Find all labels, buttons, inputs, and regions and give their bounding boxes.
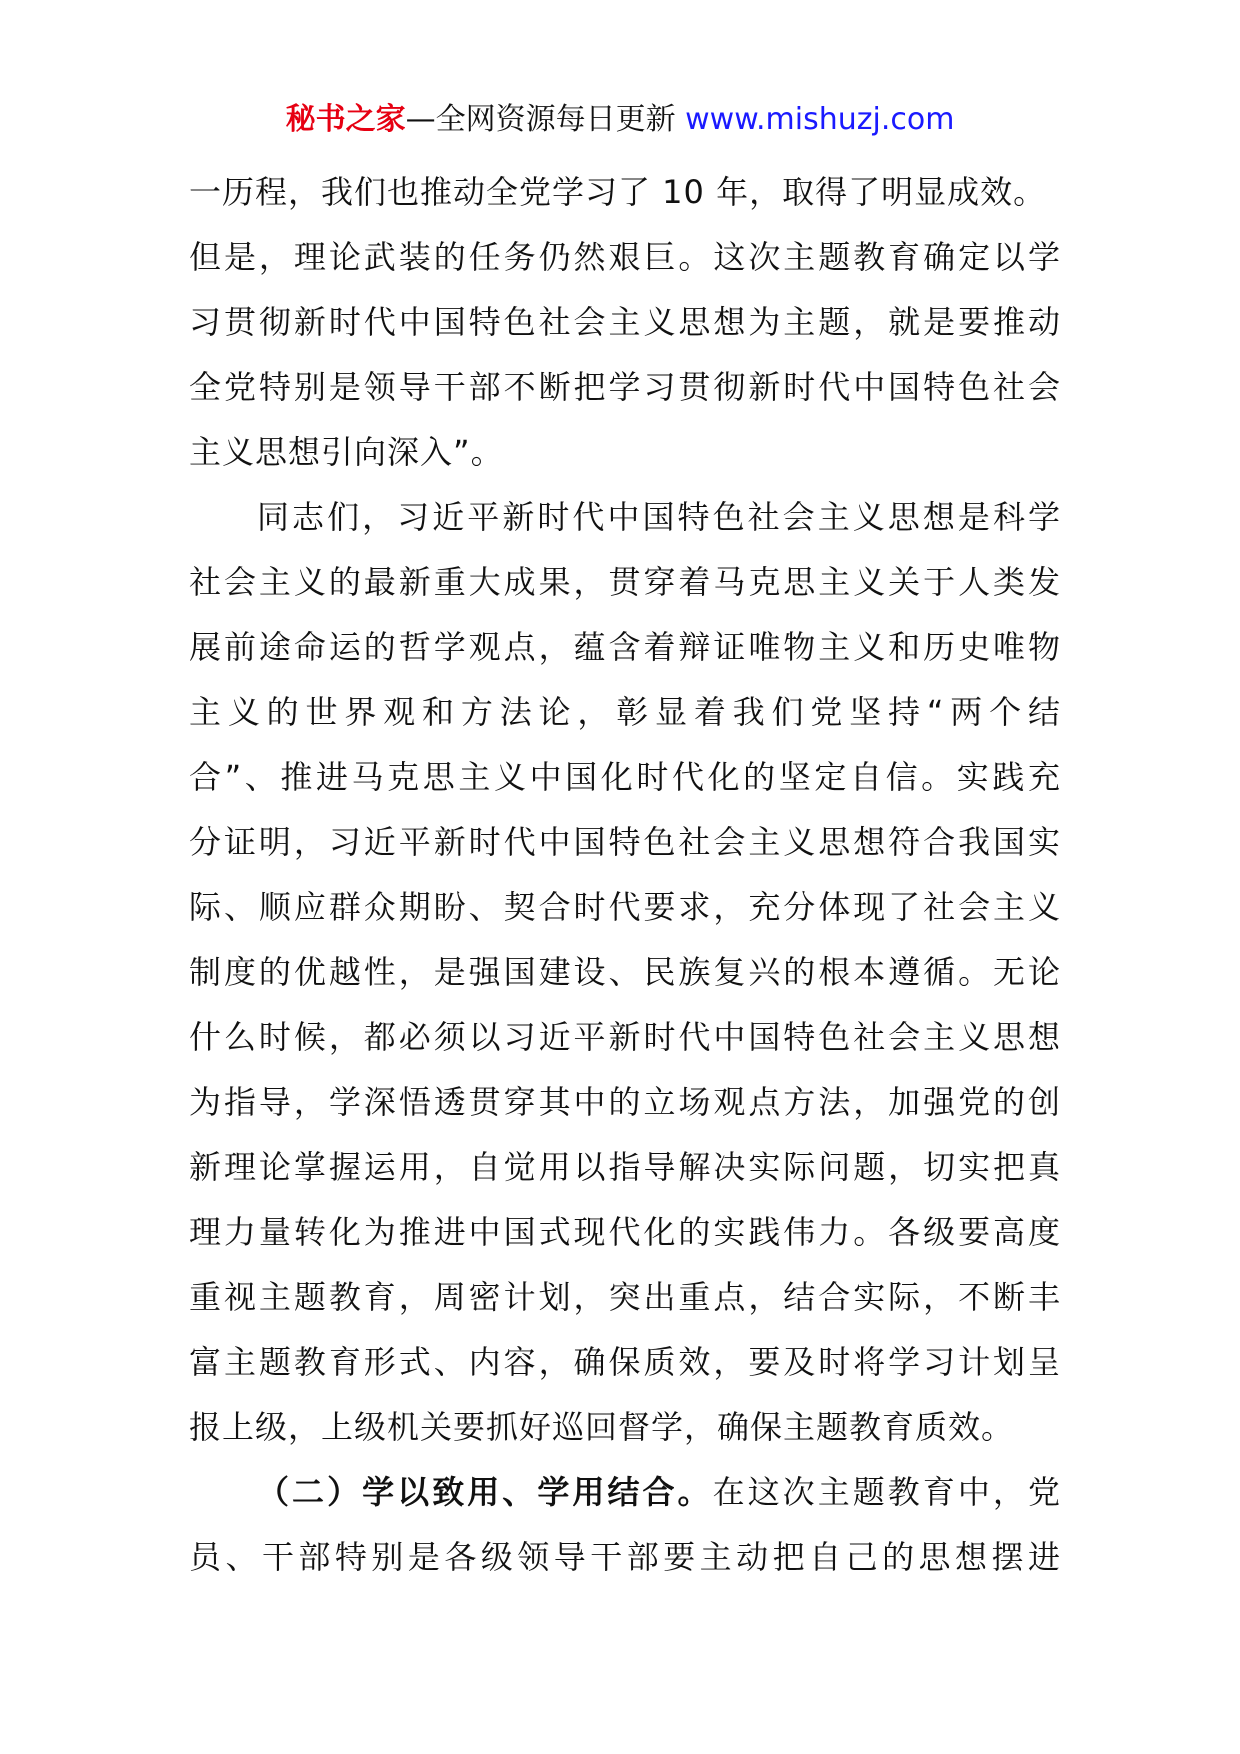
text-line: 展前途命运的哲学观点，蕴含着辩证唯物主义和历史唯物 — [189, 628, 1061, 666]
text-line: 习贯彻新时代中国特色社会主义思想为主题，就是要推动 — [189, 303, 1061, 341]
text-line: 重视主题教育，周密计划，突出重点，结合实际，不断丰 — [189, 1278, 1061, 1316]
text-line: 理力量转化为推进中国式现代化的实践伟力。各级要高度 — [189, 1213, 1061, 1251]
section-first-line — [189, 1460, 1061, 1525]
section-heading: （二）学以致用、学用结合。 — [257, 1473, 713, 1511]
brand-name: 秘书之家 — [285, 102, 406, 137]
text-line: 社会主义的最新重大成果，贯穿着马克思主义关于人类发 — [189, 563, 1061, 601]
text-line: 主义的世界观和方法论，彰显着我们党坚持“两个结 — [189, 693, 1061, 731]
text-line: 报上级，上级机关要抓好巡回督学，确保主题教育质效。 — [189, 1408, 1015, 1446]
text-line: 但是，理论武装的任务仍然艰巨。这次主题教育确定以学 — [189, 238, 1061, 276]
text-line: 富主题教育形式、内容，确保质效，要及时将学习计划呈 — [189, 1343, 1061, 1381]
site-header — [0, 100, 1240, 140]
text-line: 合”、推进马克思主义中国化时代化的坚定自信。实践充 — [189, 758, 1061, 796]
text-line: 际、顺应群众期盼、契合时代要求，充分体现了社会主义 — [189, 888, 1061, 926]
text-line: 分证明，习近平新时代中国特色社会主义思想符合我国实 — [189, 823, 1061, 861]
text-line: 员、干部特别是各级领导干部要主动把自己的思想摆进 — [189, 1538, 1061, 1576]
text-line: 为指导，学深悟透贯穿其中的立场观点方法，加强党的创 — [189, 1083, 1061, 1121]
header-tagline: —全网资源每日更新 — [405, 102, 686, 137]
section-text: 在这次主题教育中，党 — [712, 1473, 1061, 1511]
text-line: 全党特别是领导干部不断把学习贯彻新时代中国特色社会 — [189, 368, 1061, 406]
text-line: 一历程，我们也推动全党学习了 10 年，取得了明显成效。 — [189, 173, 1047, 211]
text-line: 主义思想引向深入”。 — [189, 433, 504, 471]
site-url-link[interactable]: www.mishuzj.com — [685, 102, 955, 137]
text-line: 制度的优越性，是强国建设、民族复兴的根本遵循。无论 — [189, 953, 1061, 991]
text-line: 新理论掌握运用，自觉用以指导解决实际问题，切实把真 — [189, 1148, 1061, 1186]
document-body — [189, 160, 1061, 1590]
text-line: 什么时候，都必须以习近平新时代中国特色社会主义思想 — [189, 1018, 1061, 1056]
paragraph-first-line: 同志们，习近平新时代中国特色社会主义思想是科学 — [257, 498, 1061, 536]
